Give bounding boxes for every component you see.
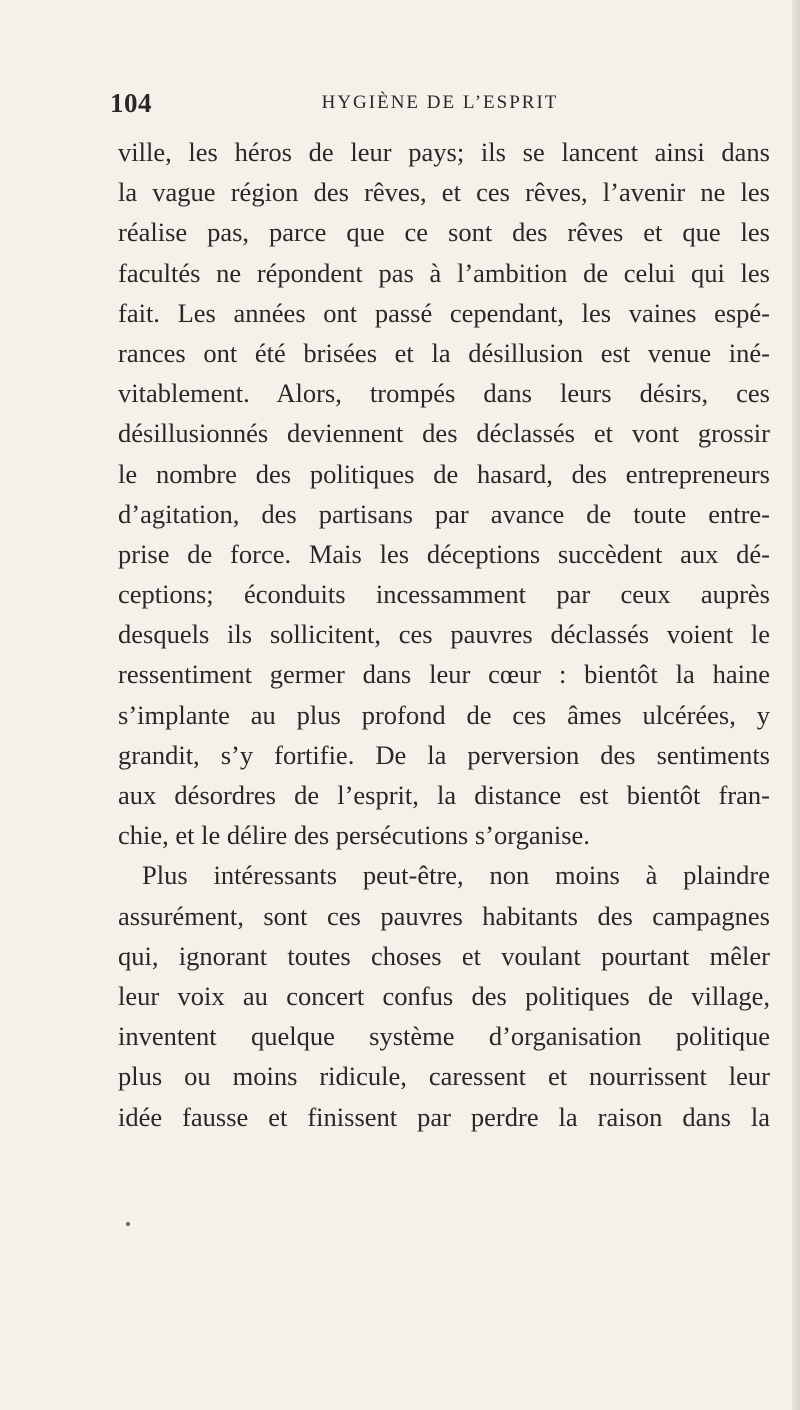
text-line: chie, et le délire des persécutions s’organise. [118,820,590,851]
text-line: ceptions; éconduits incessamment par ceux auprès [118,579,770,610]
text-line: rances ont été brisées et la désillusion est venue iné- [118,337,770,368]
text-line: fait. Les années ont passé cependant, les vaines espé- [118,297,770,328]
text-line: facultés ne répondent pas à l’ambition de celui qui les [118,257,770,288]
print-speck [126,1222,130,1226]
text-line: d’agitation, des partisans par avance de toute entre- [118,498,770,529]
page-number: 104 [110,88,152,118]
text-line: grandit, s’y fortifie. De la perversion des sentiments [118,739,770,770]
text-line: ville, les héros de leur pays; ils se lancent ainsi dans [118,137,770,167]
text-line: réalise pas, parce que ce sont des rêves et que les [118,217,770,248]
text-line: prise de force. Mais les déceptions succèdent aux dé- [118,538,770,569]
page-edge [792,0,800,1410]
text-line: la vague région des rêves, et ces rêves, l’avenir ne les [118,177,770,208]
text-line: ressentiment germer dans leur cœur : bientôt la haine [118,659,770,690]
text-line: vitablement. Alors, trompés dans leurs désirs, ces [118,378,770,409]
text-line: Plus intéressants peut-être, non moins à plaindre [142,860,770,891]
body-text [118,132,770,1137]
text-line: aux désordres de l’esprit, la distance est bientôt fran- [118,780,770,810]
text-line: le nombre des politiques de hasard, des entrepreneurs [118,458,770,489]
text-line: plus ou moins ridicule, caressent et nourrissent leur [118,1061,770,1092]
running-title: HYGIÈNE DE L’ESPRIT [321,92,559,113]
text-line: qui, ignorant toutes choses et voulant pourtant mêler [118,940,770,971]
text-line: leur voix au concert confus des politiques de village, [118,980,770,1011]
text-line: désillusionnés deviennent des déclassés et vont grossir [118,418,770,449]
page-header [110,88,770,122]
text-line: idée fausse et finissent par perdre la raison dans la [118,1101,770,1132]
text-line: desquels ils sollicitent, ces pauvres déclassés voient le [118,619,770,650]
text-line: s’implante au plus profond de ces âmes ulcérées, y [118,699,770,730]
text-line: assurément, sont ces pauvres habitants des campagnes [118,900,770,931]
text-line: inventent quelque système d’organisation politique [118,1021,770,1052]
